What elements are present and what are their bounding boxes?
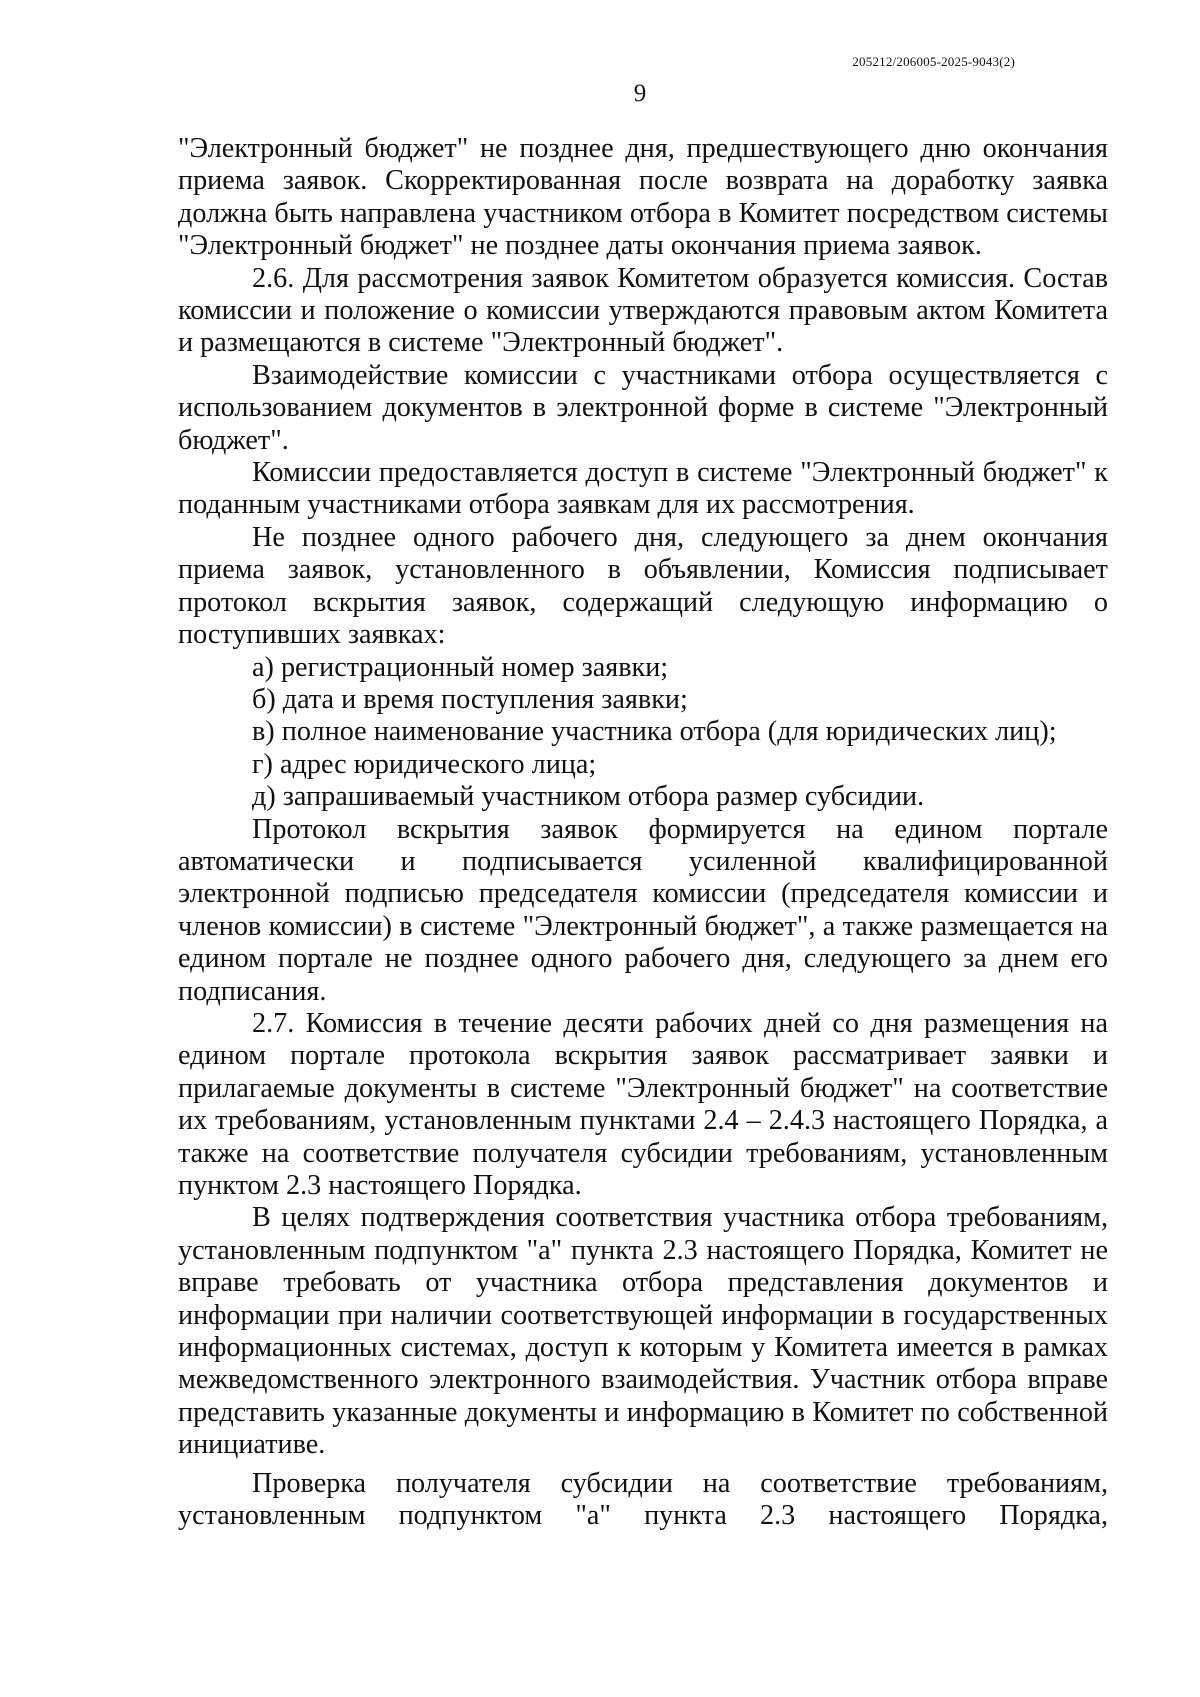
paragraph-verification: Проверка получателя субсидии на соответствие требованиям, установленным подпунктом "а" пункта 2.3 настоящего Порядка,: [178, 1467, 1108, 1532]
paragraph-opening-protocol: Не позднее одного рабочего дня, следующего за днем окончания приема заявок, установленного в объявлении, Комиссия подписывает протокол вскрытия заявок, содержащий следующую информацию о поступивших заявках:: [178, 521, 1108, 651]
document-registration-number: 205212/206005-2025-9043(2): [852, 54, 1015, 69]
list-item-d: д) запрашиваемый участником отбора размер субсидии.: [252, 781, 925, 813]
paragraph-section-2-6: 2.6. Для рассмотрения заявок Комитетом образуется комиссия. Состав комиссии и положение о комиссии утверждаются правовым актом Комитета и размещаются в системе "Электронный бюджет".: [178, 262, 1108, 359]
list-item-v: в) полное наименование участника отбора (для юридических лиц);: [252, 716, 1057, 748]
paragraph-continuation: "Электронный бюджет" не позднее дня, предшествующего дню окончания приема заявок. Скорректированная после возврата на доработку заявка должна быть направлена участником отбора в Комитет посредством системы "Электронный бюджет" не позднее даты окончания приема заявок.: [178, 133, 1108, 262]
paragraph-confirmation: В целях подтверждения соответствия участника отбора требованиям, установленным подпунктом "а" пункта 2.3 настоящего Порядка, Комитет не вправе требовать от участника отбора представления документов и информации при наличии соответствующей информации в государственных информационных системах, доступ к которым у Комитета имеется в рамках межведомственного электронного взаимодействия. Участник отбора вправе представить указанные документы и информацию в Комитет по собственной инициативе.: [178, 1202, 1108, 1461]
document-body: [178, 133, 1108, 1532]
paragraph-commission-interaction: Взаимодействие комиссии с участниками отбора осуществляется с использованием документов в электронной форме в системе "Электронный бюджет".: [178, 359, 1108, 456]
list-item-a: а) регистрационный номер заявки;: [252, 651, 669, 683]
paragraph-commission-access: Комиссии предоставляется доступ в системе "Электронный бюджет" к поданным участниками отбора заявкам для их рассмотрения.: [178, 457, 1108, 521]
page-number: 9: [633, 80, 647, 107]
list-item-g: г) адрес юридического лица;: [252, 748, 597, 780]
paragraph-section-2-7: 2.7. Комиссия в течение десяти рабочих дней со дня размещения на едином портале протокола вскрытия заявок рассматривает заявки и прилагаемые документы в системе "Электронный бюджет" на соответствие их требованиям, установленным пунктами 2.4 – 2.4.3 настоящего Порядка, а также на соответствие получателя субсидии требованиям, установленным пунктом 2.3 настоящего Порядка.: [178, 1007, 1108, 1201]
list-item-b: б) дата и время поступления заявки;: [252, 683, 688, 715]
paragraph-protocol-formation: Протокол вскрытия заявок формируется на едином портале автоматически и подписывается усиленной квалифицированной электронной подписью председателя комиссии (председателя комиссии и членов комиссии) в системе "Электронный бюджет", а также размещается на едином портале не позднее одного рабочего дня, следующего за днем его подписания.: [178, 813, 1108, 1007]
